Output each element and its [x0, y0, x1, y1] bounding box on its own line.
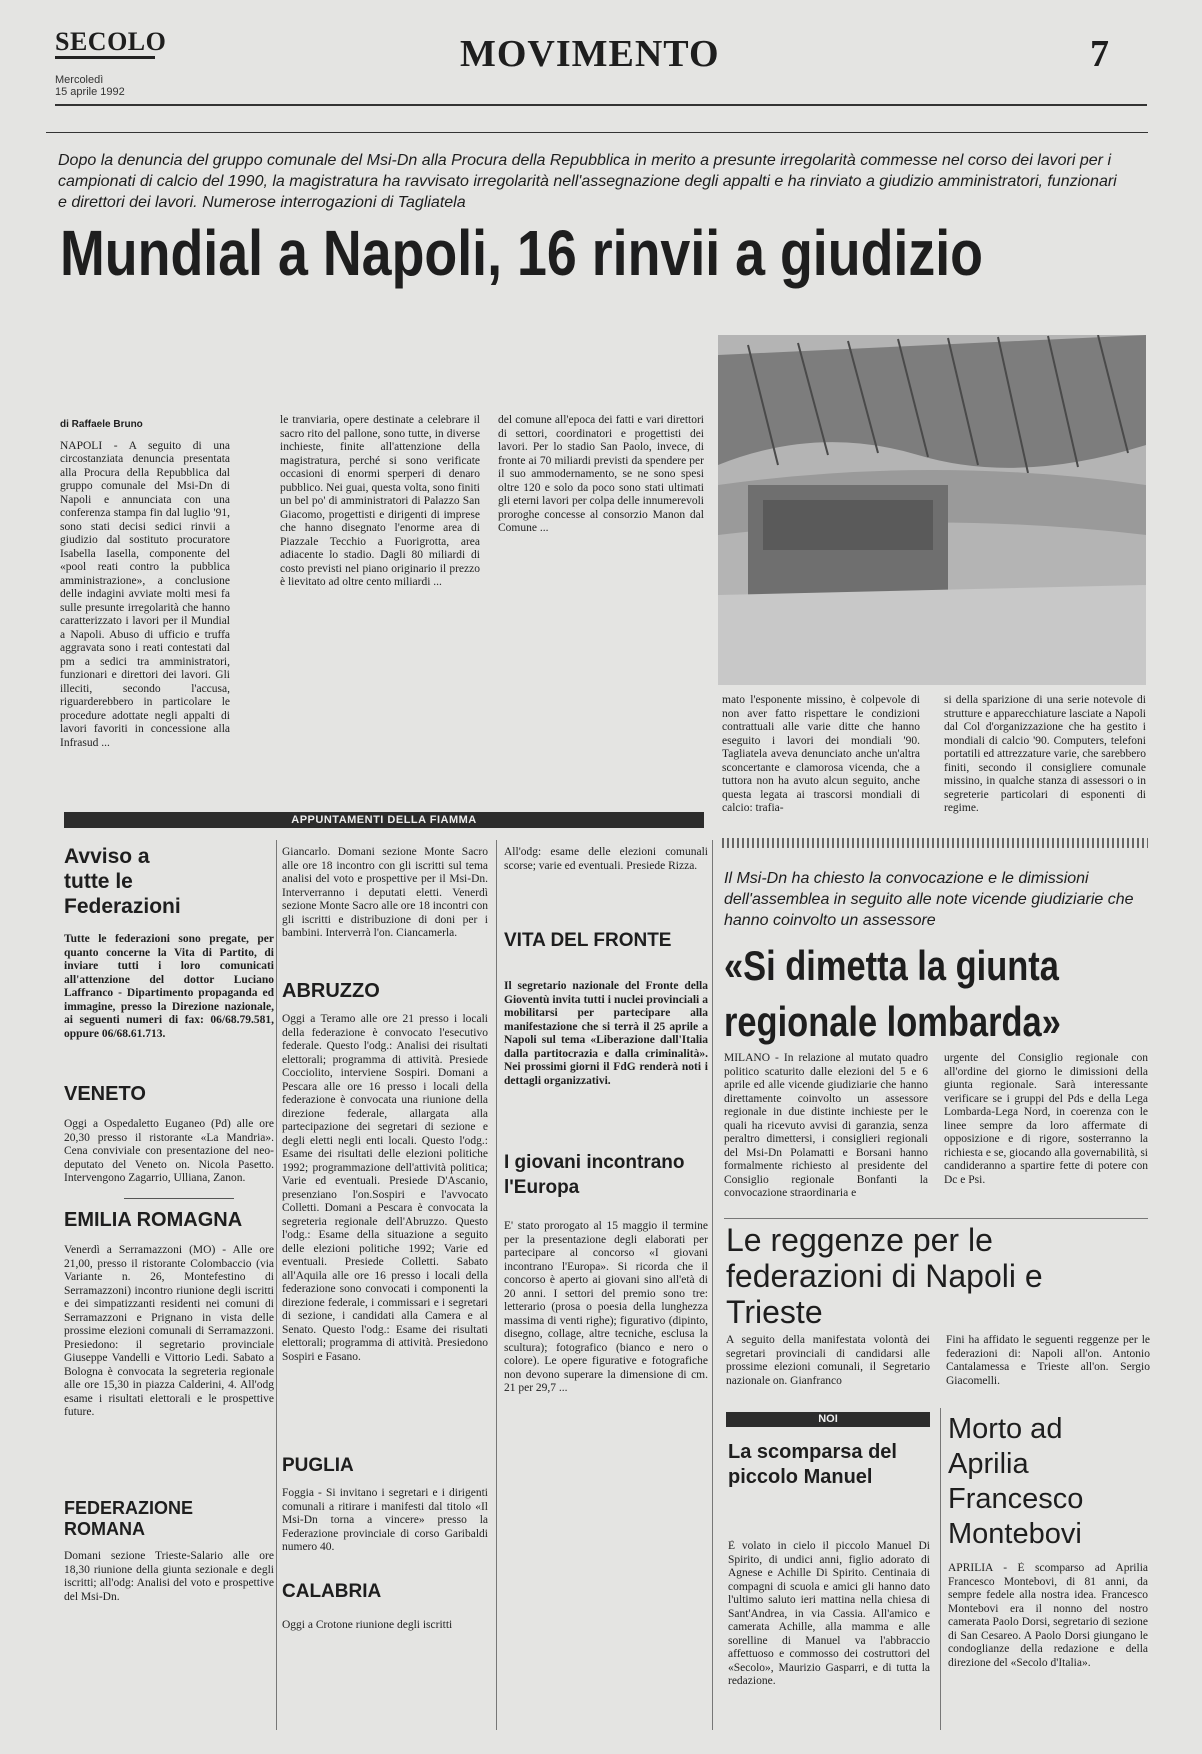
- lead-top-rule: [46, 132, 1148, 133]
- puglia-title: PUGLIA: [282, 1455, 354, 1476]
- masthead-logo: SECOLO: [55, 28, 155, 59]
- col3-continued: All'odg: esame delle elezioni comunali scorse; varie ed eventuali. Presiede Rizza.: [504, 846, 708, 872]
- giovani-title: I giovani incontrano l'Europa: [504, 1152, 685, 1198]
- noi-band: NOI: [726, 1412, 930, 1427]
- appuntamenti-band: APPUNTAMENTI DELLA FIAMMA: [64, 812, 704, 828]
- morto-body: APRILIA - È scomparso ad Aprilia Francesco Montebovi, di 81 anni, da sempre fedele alla nostra idea. Francesco Montebovi era il nonno del nostro camerata Paolo Dorsi, segretario di sezione di San Cesareo. A Paolo Dorsi giungano le condoglianze della redazione e della direzione del «Secolo d'Italia».: [948, 1562, 1148, 1669]
- page-number: 7: [1090, 33, 1109, 75]
- lead-col-2: le tranviaria, opere destinate a celebrare il sacro rito del pallone, sono tutte, in diverse inchieste, finite all'attenzione della magistratura, perché si sono verificate occasioni di enormi sperperi di denaro pubblico. Nei guai, questa volta, sono finiti un bel po' di amministratori di Palazzo San Giacomo, progettisti e dirigenti di imprese che hanno disegnato l'enorme area di Piazzale Tecchio a Fuorigrotta, area adiacente lo stadio. Dagli 80 miliardi di costo previsti nel piano originario il prezzo è lievitato ad oltre cento miliardi ...: [280, 414, 480, 588]
- column-divider: [276, 840, 277, 1730]
- avviso-title: Avviso a tutte le Federazioni: [64, 845, 181, 918]
- romana-title: FEDERAZIONE ROMANA: [64, 1498, 194, 1539]
- section-title: MOVIMENTO: [460, 33, 720, 75]
- reggenze-col-2: Fini ha affidato le seguenti reggenze per le federazioni di: Napoli all'on. Antonio Cantalamessa e Trieste all'on. Sergio Giacomelli.: [946, 1334, 1150, 1387]
- issue-date: [55, 74, 125, 98]
- lombardia-col-2: urgente del Consiglio regionale con all'ordine del giorno le dimissioni della giunta regionale. Sarà interessante verificare se i gruppi del Pds e della Lega Lombarda-Lega Nord, in coerenza con le linee sempre da loro affermate di opposizione e di rigore, sosterranno la richiesta e se, giocando alla governabilità, si candideranno a spartire fette di potere con Dc e Psi.: [944, 1052, 1148, 1186]
- emilia-title: EMILIA ROMAGNA: [64, 1209, 243, 1231]
- issue-date-text: 15 aprile 1992: [55, 86, 125, 98]
- stadium-photo-illustration: [718, 335, 1146, 685]
- lead-col-4: mato l'esponente missino, è colpevole di non aver fatto rispettare le condizioni contrattuali alle varie ditte che hanno eseguito i lavori dei mondiali '90. Tagliatela aveva denunciato anche un'altra sconcertante e clamorosa vicenda, che a tuttora non ha avuto alcun seguito, anche questa legata ai trascorsi mondiali di calcio: trafia-: [722, 694, 920, 814]
- reggenze-top-rule: [724, 1218, 1148, 1219]
- column-divider: [940, 1408, 941, 1730]
- lombardia-hatch-rule: [722, 838, 1148, 848]
- stadium-photo: [718, 335, 1146, 685]
- appuntamenti-col-2: [282, 846, 488, 1649]
- calabria-body: Oggi a Crotone riunione degli iscritti: [282, 1619, 453, 1631]
- appuntamenti-col-3: [504, 846, 708, 1640]
- lead-byline: di Raffaele Bruno: [60, 419, 143, 430]
- lead-deck: Dopo la denuncia del gruppo comunale del Msi-Dn alla Procura della Repubblica in merito a presunte irregolarità commesse nel corso dei lavori per i campionati di calcio del 1990, la magistratura ha ravvisato irregolarità nell'assegnazione degli appalti e ha rinviato a giudizio amministratori, funzionari e direttori dei lavori. Numerose interrogazioni di Tagliatela: [58, 152, 1117, 211]
- masthead-rule: [55, 104, 1147, 106]
- column-divider: [496, 840, 497, 1730]
- lombardia-headline: «Si dimetta la giunta regionale lombarda»: [724, 942, 1061, 1045]
- column-divider: [712, 840, 713, 1730]
- avviso-body: Tutte le federazioni sono pregate, per quanto concerne la Vita di Partito, di inviare tutti i loro comunicati all'attenzione del dottor Luciano Laffranco - Dipartimento propaganda ed immagine, presso la Direzione nazionale, ai seguenti numeri di fax: 06/68.79.581, oppure 06/68.61.713.: [64, 933, 274, 1040]
- lead-headline: Mundial a Napoli, 16 rinvii a giudizio: [60, 217, 984, 289]
- abruzzo-body: Oggi a Teramo alle ore 21 presso i locali della federazione è convocato l'esecutivo federale. Questo l'odg.: Analisi dei risultati elettorali; programma di attività. Presiede Cocciolito, interviene Sospiri. Domani a Pescara alle ore 16 presso i locali della federazione è convocata una riunione della direzione federale, allargata alla partecipazione dei segretari di sezione e degli eletti negli enti locali. Questo l'odg.: Esame dei risultati delle elezioni politiche 1992; programmazione dell'attività politica; Varie ed eventuali. Presiede D'Ascanio, presenziano l'on.Sospiri e l'avvocato Colletti. Domani a Pescara è convocata la segreteria regionale dell'Abruzzo. Questo l'odg.: Esame della situazione a seguito delle elezioni politiche 1992; Varie ed eventuali. Presiede Colletti. Sabato all'Aquila alle ore 16 presso i locali della federazione sono convocati i componenti la direzione federale, i commissari e i segretari di sezione, i candidati alla Camera e al Senato. Questo l'odg.: Esame dei risultati elettorali; programma di attività. Presiedono Sospiri e Fasano.: [282, 1013, 488, 1363]
- lead-col-1-text: NAPOLI - A seguito di una circostanziata denuncia presentata alla Procura della Repubblica dal gruppo comunale del Msi-Dn di Napoli e annunciata con una conferenza stampa fin dal luglio '91, sono stati decisi sedici rinvii a giudizio dal sostituto procuratore Isabella Iasella, componente del «pool reati contro la pubblica amministrazione», a conclusione delle indagini avviate molti mesi fa sulle presunte irregolarità che hanno caratterizzato i lavori per il Mundial a Napoli. Abuso di ufficio e truffa aggravata sono i reati contestati dal pm a sedici tra amministratori, funzionari e direttori dei lavori. Gli illeciti, secondo l'accusa, riguarderebbero in particolare le procedure adottate negli appalti di lavori favoriti in concessione alla Infrasud ...: [60, 439, 230, 749]
- abruzzo-title: ABRUZZO: [282, 980, 380, 1002]
- giovani-body: E' stato prorogato al 15 maggio il termine per la presentazione degli elaborati per partecipare al concorso «I giovani incontrano l'Europa». Si ricorda che il concorso è aperto ai giovani sino all'età di 20 anni. I settori del premio sono tre: letterario (prosa o poesia della lunghezza massima di venti righe); figurativo (dipinto, disegno, collage, altre tecniche, esclusa la scultura); fotografico (bianco e nero o colore). Le opere figurative e fotografiche non devono superare la dimensione di cm. 21 per 29,7 ...: [504, 1220, 708, 1394]
- lombardia-deck: Il Msi-Dn ha chiesto la convocazione e le dimissioni dell'assemblea in seguito alle note vicende giudiziarie che hanno coinvolto un assessore: [724, 870, 1134, 929]
- veneto-title: VENETO: [64, 1083, 146, 1105]
- issue-weekday: Mercoledì: [55, 74, 104, 86]
- veneto-body: Oggi a Ospedaletto Euganeo (Pd) alle ore 20,30 presso il ristorante «La Mandria». Cena conviviale con presentazione del neo-deputato del Veneto on. Nicola Pasetto. Intervengono Zagarrio, Ulliana, Zanon.: [64, 1118, 274, 1184]
- vita-body: Il segretario nazionale del Fronte della Gioventù invita tutti i nuclei provinciali a mobilitarsi per partecipare alla manifestazione che si terrà il 25 aprile a Napoli sul tema «Liberazione dall'Italia dalla partitocrazia e dalla criminalità». Nei prossimi giorni il FdG renderà noti i dettagli organizzativi.: [504, 980, 708, 1087]
- romana-body: Domani sezione Trieste-Salario alle ore 18,30 riunione della giunta sezionale e degli iscritti; all'odg: Analisi del voto e prospettive del Msi-Dn.: [64, 1550, 274, 1603]
- calabria-title: CALABRIA: [282, 1581, 382, 1602]
- lead-col-1: [60, 418, 230, 798]
- veneto-divider: [124, 1198, 234, 1199]
- noi-title: La scomparsa del piccolo Manuel: [728, 1441, 897, 1488]
- noi-body: È volato in cielo il piccolo Manuel Di Spirito, di undici anni, figlio adorato di Agnese e Achille Di Spirito. Centinaia di compagni di scuola e amici gli hanno dato l'ultimo saluto ieri mattina nella chiesa di Sant'Andrea, in via Cassia. All'amico e camerata Achille, alla mamma e alle sorelline di Manuel va l'abbraccio affettuoso e commosso dei costruttori del «Secolo», Maurizio Gasparri, e di tutta la redazione.: [728, 1540, 930, 1687]
- reggenze-col-1: A seguito della manifestata volontà dei segretari provinciali di candidarsi alle prossime elezioni comunali, il Segretario nazionale on. Gianfranco: [726, 1334, 930, 1387]
- appuntamenti-col-1: [64, 844, 274, 1670]
- col2-continued: Giancarlo. Domani sezione Monte Sacro alle ore 18 incontro con gli iscritti sul tema analisi del voto e prospettive per il Msi-Dn. Interverranno i deputati eletti. Venerdì sezione Monte Sacro alle ore 18 incontri con gli iscritti e distribuzione di doni per i bambini. Interverrà l'on. Ciancamerla.: [282, 846, 488, 939]
- morto-title: Morto ad Aprilia Francesco Montebovi: [948, 1413, 1084, 1550]
- lead-col-3: del comune all'epoca dei fatti e vari direttori di settori, coordinatori e progettisti dei lavori. Per lo stadio San Paolo, invece, di fronte ai 70 miliardi previsti da spendere per il suo ammodernamento, se ne sono spesi oltre 120 e solo da poco sono stati ultimati gli eterni lavori per colpa delle innumerevoli proroghe concesse al consorzio Manon dal Comune ...: [498, 414, 704, 534]
- lombardia-col-1: MILANO - In relazione al mutato quadro politico scaturito dalle elezioni del 5 e 6 aprile ed alle vicende giudiziarie che hanno direttamente coinvolto un assessore regionale in due distinte inchieste per le quali ha ricevuto avvisi di garanzia, senza peraltro dimettersi, i consiglieri regionali del Msi-Dn Polamatti e Borsani hanno formalmente richiesto al presidente del Consiglio regionale Bonfanti la convocazione straordinaria e: [724, 1052, 928, 1199]
- emilia-body: Venerdì a Serramazzoni (MO) - Alle ore 21,00, presso il ristorante Colombaccio (via Variante n. 26, Montefestino di Serramazzoni) incontro riunione degli iscritti e dei simpatizzanti residenti nei comuni di Serramazzoni e Prignano in vista delle prossime elezioni comunali di Serramazzoni. Presiedono: il segretario provinciale Giuseppe Vandelli e Vittorio Ledi. Sabato a Bologna è convocata la segreteria regionale alle ore 15,30 in piazza Calderini, 4. All'odg esame i risultati elettorali e le prospettive future.: [64, 1244, 274, 1418]
- vita-title: VITA DEL FRONTE: [504, 930, 672, 951]
- puglia-body: Foggia - Si invitano i segretari e i dirigenti comunali a ritirare i manifesti dal titolo «Il Msi-Dn torna a vincere» presso la Federazione provinciale di corso Garibaldi numero 40.: [282, 1487, 488, 1553]
- lead-col-5: si della sparizione di una serie notevole di strutture e apparecchiature lasciate a Napoli dal Col d'organizzazione che ha gestito i mondiali di calcio '90. Computers, telefoni portatili ed attrezzature varie, che sarebbero finiti, secondo il consigliere comunale missino, in qualche stanza di assessori o in segreterie particolari di esponenti di regime.: [944, 694, 1146, 814]
- reggenze-headline: Le reggenze per le federazioni di Napoli e Trieste: [726, 1222, 1043, 1330]
